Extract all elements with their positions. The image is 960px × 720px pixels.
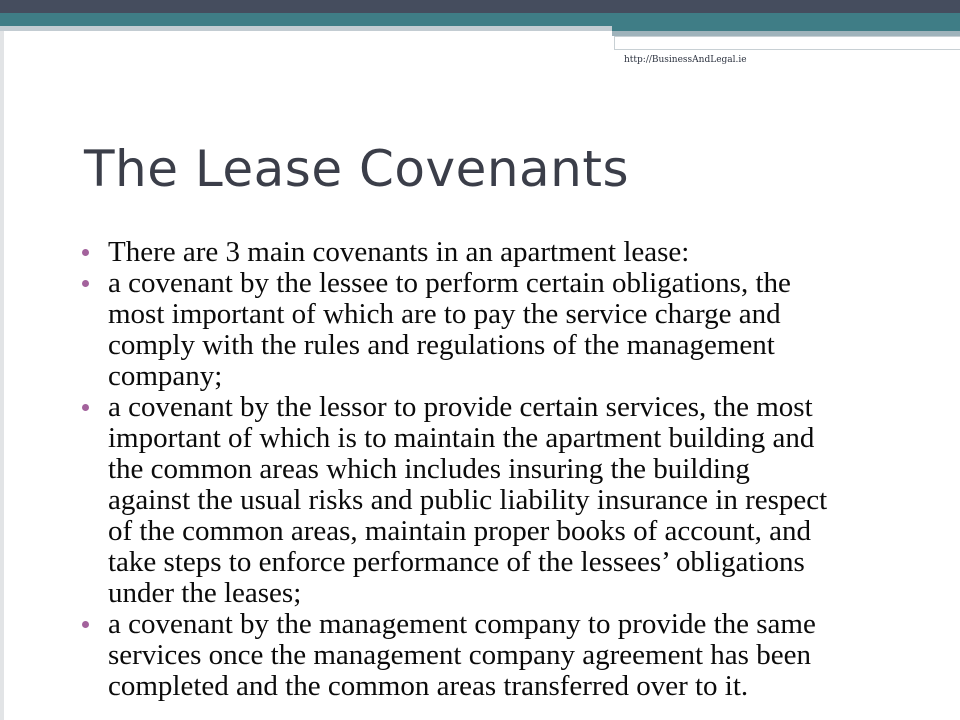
bullet-item bbox=[0, 609, 960, 702]
bullet-line: services once the management company agreement has been bbox=[108, 639, 811, 671]
source-url: http://BusinessAndLegal.ie bbox=[624, 55, 747, 65]
top-teal-bar-right bbox=[612, 13, 960, 31]
bullet-line: the common areas which includes insuring the building bbox=[108, 453, 750, 485]
bullet-list bbox=[0, 237, 960, 702]
bullet-line: of the common areas, maintain proper books of account, and bbox=[108, 515, 812, 547]
bullet-line: There are 3 main covenants in an apartment lease: bbox=[108, 236, 690, 268]
bullet-line: completed and the common areas transferred over to it. bbox=[108, 670, 749, 702]
bullet-line: a covenant by the management company to provide the same bbox=[108, 608, 816, 640]
bullet-dot-icon bbox=[82, 280, 89, 287]
bullet-line: comply with the rules and regulations of the management bbox=[108, 329, 775, 361]
bullet-item bbox=[0, 392, 960, 609]
bullet-line: against the usual risks and public liability insurance in respect bbox=[108, 484, 828, 516]
bullet-line: under the leases; bbox=[108, 577, 302, 609]
bullet-dot-icon bbox=[82, 404, 89, 411]
bullet-dot-icon bbox=[82, 621, 89, 628]
bullet-dot-icon bbox=[82, 249, 89, 256]
bullet-line: a covenant by the lessor to provide certain services, the most bbox=[108, 391, 813, 423]
header-outline-box bbox=[614, 36, 960, 50]
top-teal-bar-left bbox=[0, 13, 612, 26]
bullet-item bbox=[0, 237, 960, 268]
slide-title: The Lease Covenants bbox=[84, 140, 629, 198]
bullet-line: important of which is to maintain the apartment building and bbox=[108, 422, 815, 454]
bullet-line: take steps to enforce performance of the lessees’ obligations bbox=[108, 546, 805, 578]
bullet-line: a covenant by the lessee to perform certain obligations, the bbox=[108, 267, 791, 299]
bullet-line: most important of which are to pay the service charge and bbox=[108, 298, 781, 330]
top-dark-bar bbox=[0, 0, 960, 13]
bullet-line: company; bbox=[108, 360, 223, 392]
top-light-bar-left bbox=[0, 26, 612, 31]
bullet-item bbox=[0, 268, 960, 392]
